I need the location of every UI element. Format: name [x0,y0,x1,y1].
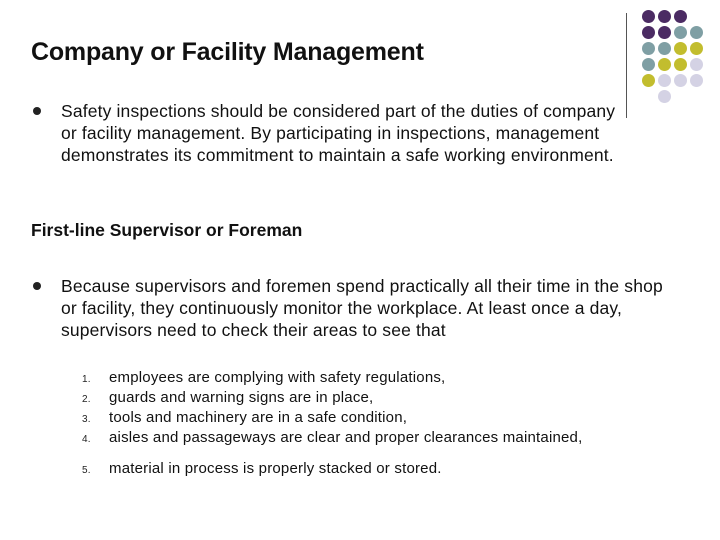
list-text: aisles and passageways are clear and proper clearances maintained, [109,429,583,446]
decorative-dot [642,74,655,87]
numbered-list [82,368,602,479]
list-item [82,459,602,479]
decorative-dot [658,10,671,23]
list-item [82,428,602,448]
list-number: 4. [82,434,91,445]
decorative-dot [642,42,655,55]
list-number: 3. [82,414,91,425]
list-number: 2. [82,394,91,405]
decorative-dot [642,58,655,71]
decorative-dot [658,42,671,55]
bullet-icon [33,282,41,290]
list-text: employees are complying with safety regulations, [109,369,446,386]
decorative-dot [642,10,655,23]
decorative-dot [658,74,671,87]
list-text: guards and warning signs are in place, [109,389,374,406]
bullet-item-supervisor [33,275,673,341]
decorative-dot [690,42,703,55]
decorative-dot [674,10,687,23]
decorative-dot [690,26,703,39]
decorative-dot [674,58,687,71]
list-text: material in process is properly stacked or stored. [109,460,442,477]
decorative-dot [674,26,687,39]
decorative-dot [674,74,687,87]
bullet-text: Because supervisors and foremen spend practically all their time in the shop or facility, they continuously monitor the workplace. At least once a day, supervisors need to check their areas to see that [61,276,663,340]
decorative-dot [642,26,655,39]
bullet-text: Safety inspections should be considered part of the duties of company or facility management. By participating in inspections, management demonstrates its commitment to maintain a safe working environment. [61,101,616,165]
decorative-dot [658,90,671,103]
decorative-dot [690,58,703,71]
list-item [82,408,602,428]
decorative-dot [690,74,703,87]
list-number: 5. [82,465,91,476]
decorative-dot [658,58,671,71]
bullet-item-management [33,100,631,166]
decorative-dot [658,26,671,39]
bullet-icon [33,107,41,115]
list-item [82,388,602,408]
slide-title: Company or Facility Management [31,38,424,66]
list-number: 1. [82,374,91,385]
decorative-dot [674,42,687,55]
list-item [82,368,602,388]
section-heading: First-line Supervisor or Foreman [31,220,303,240]
list-text: tools and machinery are in a safe condition, [109,409,408,426]
decorative-dot-grid [642,10,720,120]
